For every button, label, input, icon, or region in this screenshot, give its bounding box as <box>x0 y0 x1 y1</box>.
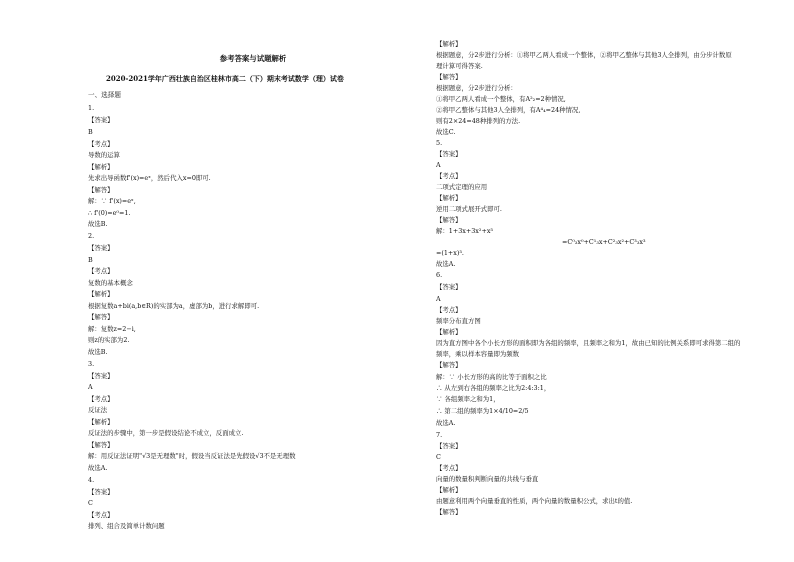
text-line: 3. <box>88 360 95 368</box>
text-line: ∴ f'(0)=e⁰=1. <box>88 209 131 217</box>
text-line: 4. <box>88 476 95 484</box>
text-line: 【解答】 <box>88 186 114 194</box>
text-line: 复数的基本概念 <box>88 279 133 287</box>
text-line: 故选B. <box>88 220 108 228</box>
text-line: A <box>436 295 441 303</box>
text-line: 故选A. <box>88 464 108 472</box>
formula-line: =C⁰₃x⁰+C¹₃x+C²₃x²+C³₃x³ <box>562 238 646 246</box>
text-line: 向量的数量积判断向量的共线与垂直 <box>436 475 539 483</box>
right-column <box>436 0 776 562</box>
text-line: 【考点】 <box>88 511 114 519</box>
text-line: 【考点】 <box>436 306 462 314</box>
text-line: 二项式定理的应用 <box>436 183 488 191</box>
text-line: 【考点】 <box>88 140 114 148</box>
text-line: 导数的运算 <box>88 151 120 159</box>
text-line: 【答案】 <box>88 244 114 252</box>
text-line: 反证法的步骤中，第一步是假设结论不成立，反面成立. <box>88 429 244 437</box>
text-line: 由题意利用两个向量垂直的性质，两个向量的数量积公式，求出t的值. <box>436 497 633 505</box>
text-line: =(1+x)³. <box>436 249 464 257</box>
text-line: ∴ 第二组的频率为1×4/10=2/5 <box>436 407 529 415</box>
text-line: A <box>436 161 441 169</box>
text-line: 【解答】 <box>88 313 114 321</box>
text-line: A <box>88 383 93 391</box>
text-line: 逆用二项式展开式即可. <box>436 205 502 213</box>
text-line: 【答案】 <box>88 116 114 124</box>
text-line: 5. <box>436 139 443 147</box>
text-line: 【考点】 <box>88 395 114 403</box>
text-line: 【考点】 <box>436 464 462 472</box>
text-line: 解：∵ f'(x)=eˣ, <box>88 197 136 205</box>
text-line: ∴ 从左到右各组的频率之比为2:4:3:1， <box>436 384 551 392</box>
text-line: 【答案】 <box>88 372 114 380</box>
text-line: B <box>88 128 93 136</box>
text-line: 【考点】 <box>436 172 462 180</box>
text-line: 【解析】 <box>88 163 114 171</box>
text-line: 故选A. <box>436 419 456 427</box>
text-line: 1. <box>88 104 95 112</box>
text-line: 根据题意，分2步进行分析： <box>436 84 517 92</box>
text-line: 解：用反证法证明"√3是无理数"时，假设当反证法是先假设√3不是无理数 <box>88 452 296 460</box>
text-line: 【考点】 <box>88 267 114 275</box>
text-line: 先求出导函数f'(x)=eˣ，然后代入x=0即可. <box>88 174 211 182</box>
text-line: 【答案】 <box>436 283 462 291</box>
text-line: ①将甲乙两人看成一个整体，有A²₂=2种情况, <box>436 95 566 103</box>
text-line: 【解析】 <box>436 328 462 336</box>
text-line: B <box>88 256 93 264</box>
text-line: 解：∵ 小长方形的高的比等于面积之比 <box>436 373 547 381</box>
text-line: 根据题意，分2步进行分析：①将甲乙两人看成一个整体，②将甲乙整体与其他3人全排列，由分步计数原 <box>436 51 732 59</box>
text-line: 解：1+3x+3x²+x³ <box>436 227 493 235</box>
text-line: 【解答】 <box>436 73 462 81</box>
text-line: 故选B. <box>88 348 108 356</box>
text-line: 【解析】 <box>436 486 462 494</box>
text-line: 故选A. <box>436 260 456 268</box>
text-line: 频率分布直方图 <box>436 317 481 325</box>
text-line: 故选C. <box>436 128 456 136</box>
section-heading: 一、选择题 <box>88 91 121 99</box>
text-line: C <box>88 499 93 507</box>
text-line: 反证法 <box>88 406 108 414</box>
text-line: ∵ 各组频率之和为1， <box>436 395 500 403</box>
text-line: 理计算可得答案. <box>436 62 483 70</box>
text-line: 解：复数z=2−i, <box>88 325 136 333</box>
text-line: ②将甲乙整体与其他3人全排列，有A⁴₄=24种情况, <box>436 106 581 114</box>
text-line: 根据复数a+bi(a,b∈R)的实部为a，虚部为b，进行求解即可. <box>88 302 260 310</box>
text-line: 7. <box>436 431 443 439</box>
text-line: 【解答】 <box>88 441 114 449</box>
text-line: 【解答】 <box>436 216 462 224</box>
text-line: C <box>436 453 441 461</box>
text-line: 【答案】 <box>436 150 462 158</box>
text-line: 则有2×24=48种排列的方法. <box>436 117 521 125</box>
text-line: 【解析】 <box>88 418 114 426</box>
left-column <box>88 0 418 562</box>
text-line: 【答案】 <box>436 442 462 450</box>
text-line: 频率，乘以样本容量即为频数 <box>436 350 520 358</box>
text-line: 6. <box>436 271 443 279</box>
document-title: 参考答案与试题解析 <box>219 54 287 63</box>
text-line: 【解析】 <box>436 194 462 202</box>
text-line: 【答案】 <box>88 488 114 496</box>
text-line: 2. <box>88 232 95 240</box>
text-line: 因为直方图中各个小长方形的面积即为各组的频率，且频率之和为1，故由已知的比例关系即可求得第二组的 <box>436 339 741 347</box>
text-line: 【解析】 <box>88 290 114 298</box>
document-subtitle: 2020-2021学年广西壮族自治区桂林市高二（下）期末考试数学（理）试卷 <box>106 74 344 83</box>
text-line: 排列、组合及简单计数问题 <box>88 522 165 530</box>
text-line: 【解答】 <box>436 361 462 369</box>
text-line: 【解答】 <box>436 508 462 516</box>
text-line: 则z的实部为2. <box>88 336 130 344</box>
text-line: 【解析】 <box>436 40 462 48</box>
